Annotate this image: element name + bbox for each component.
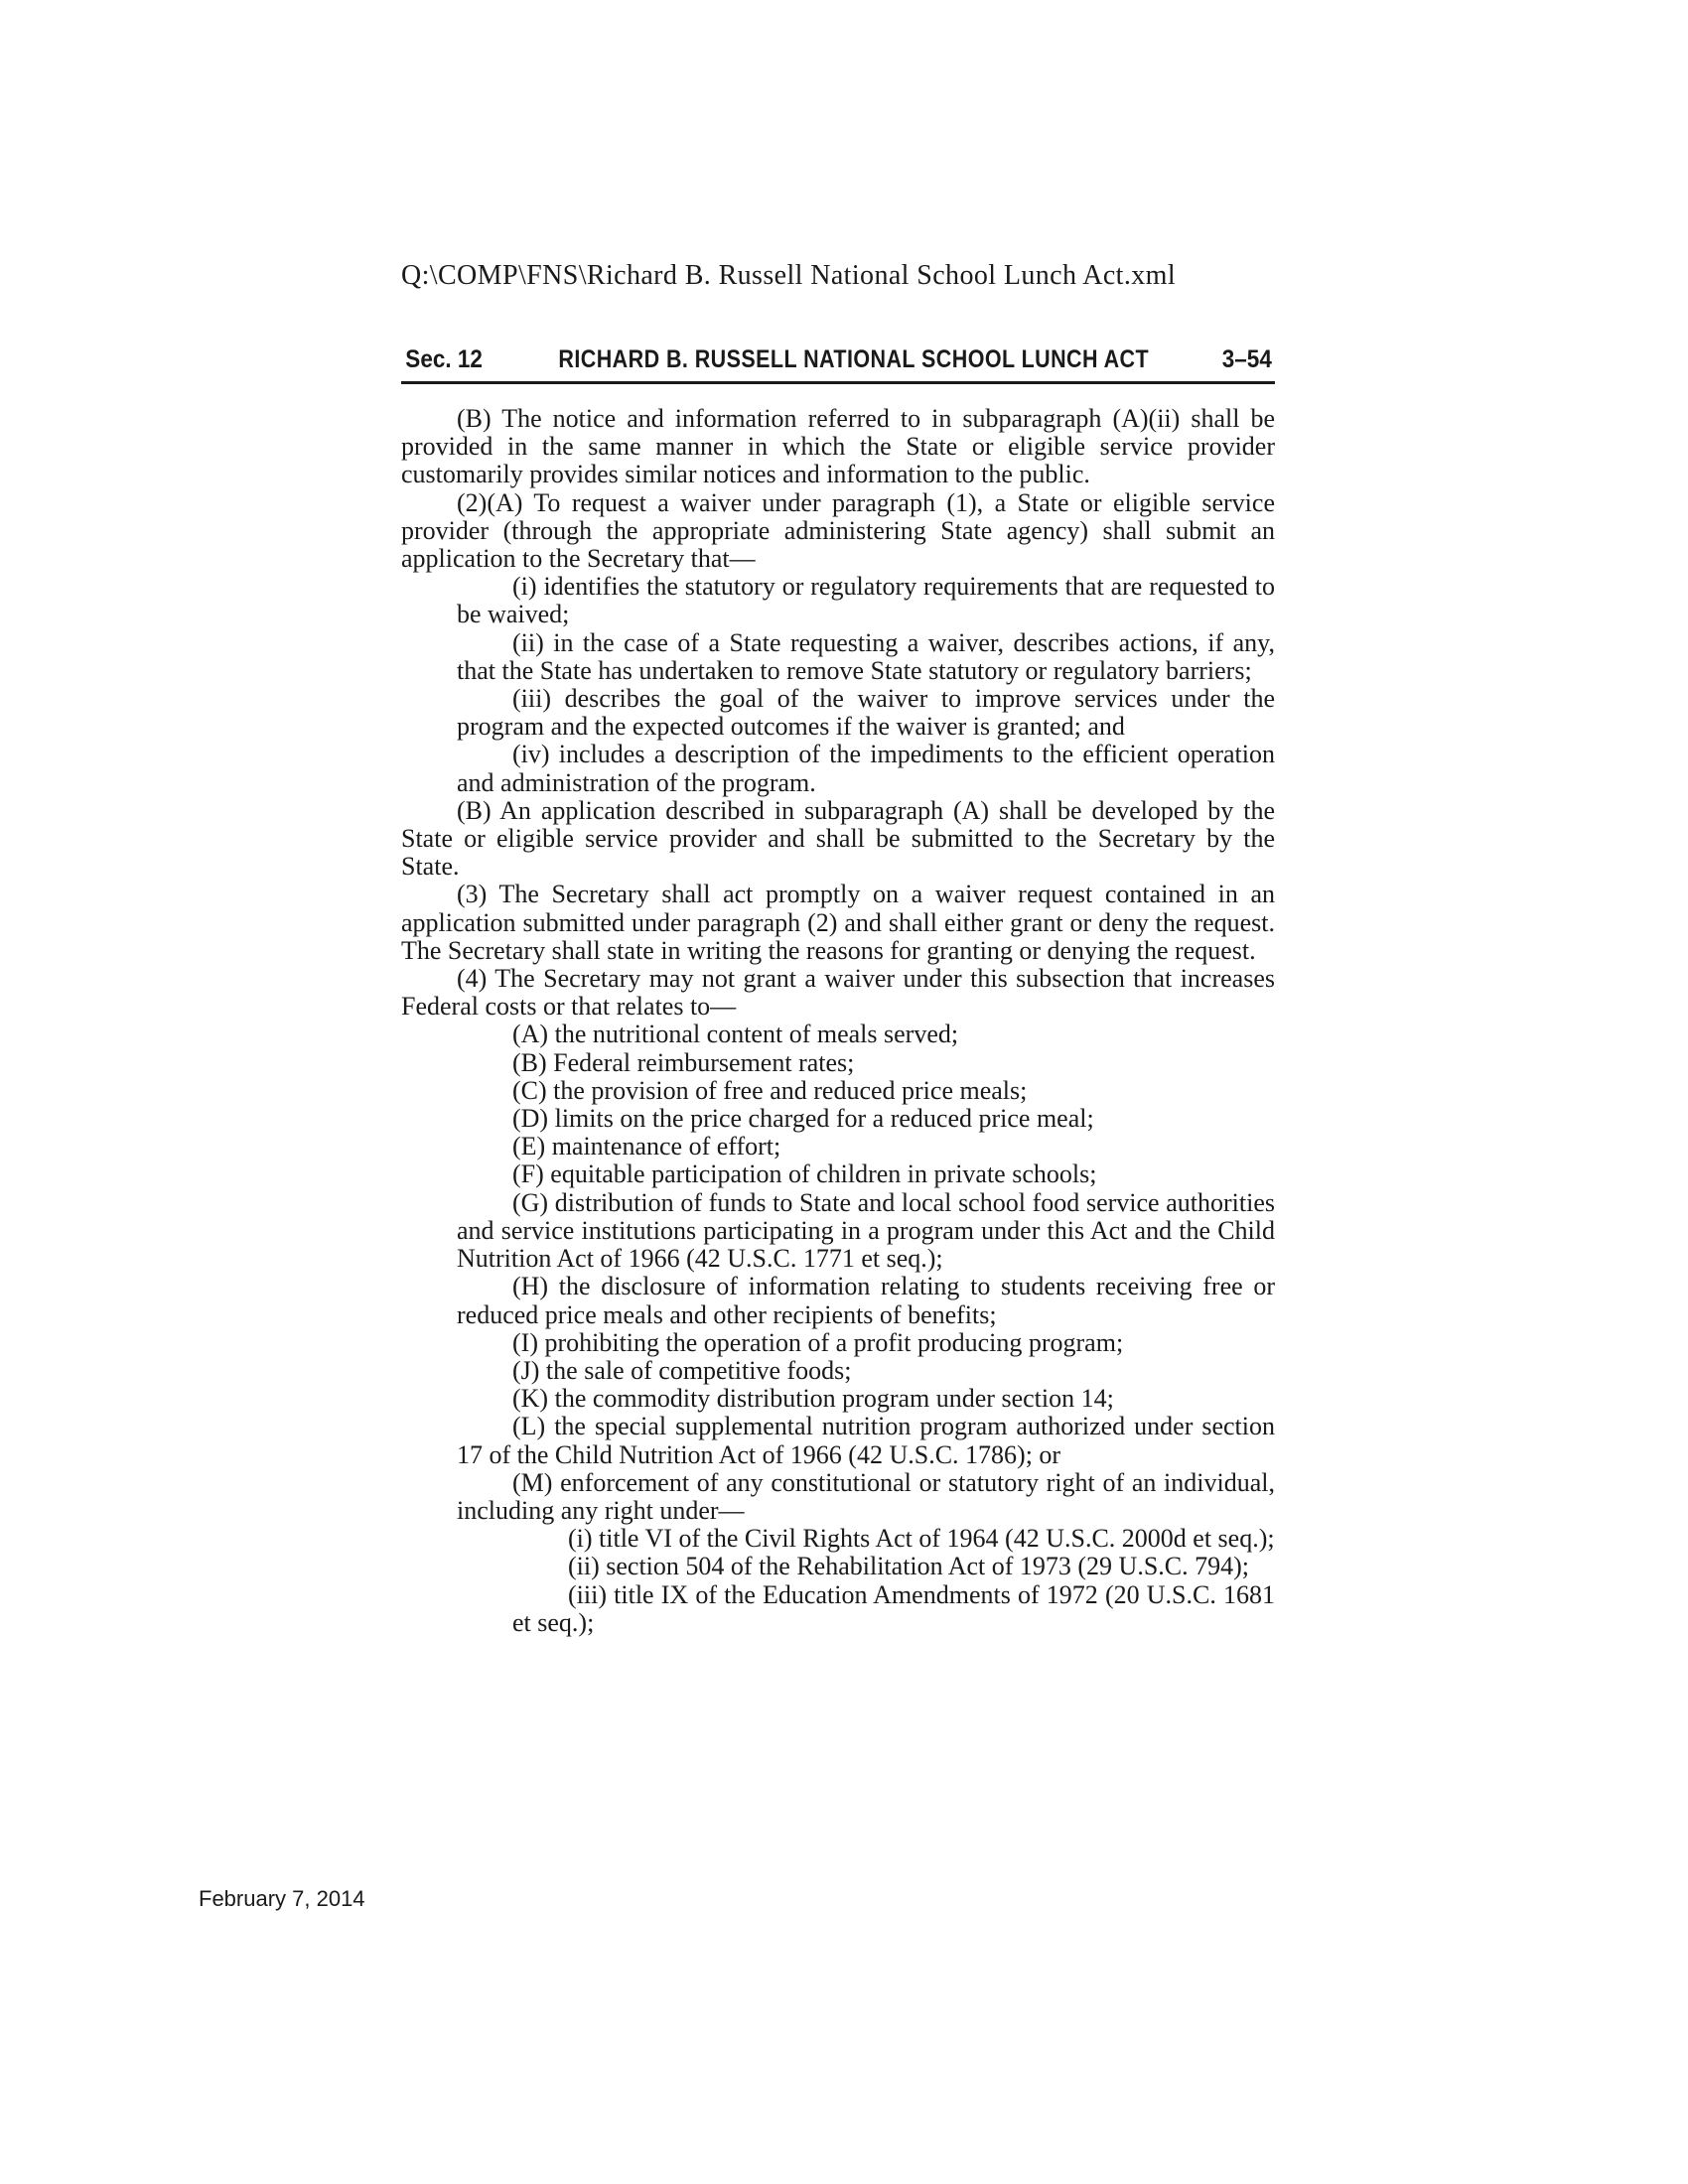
- paragraph: (iv) includes a description of the impediments to the efficient operation and administration of the program.: [457, 740, 1275, 797]
- paragraph: (J) the sale of competitive foods;: [512, 1355, 852, 1385]
- paragraph: (A) the nutritional content of meals served;: [512, 1020, 959, 1049]
- paragraph: (D) limits on the price charged for a reduced price meal;: [512, 1104, 1094, 1134]
- paragraph: (3) The Secretary shall act promptly on a waiver request contained in an application submitted under paragraph (2) and shall either grant or deny the request. The Secretary shall state in writing the reasons for granting or denying the request.: [401, 880, 1275, 965]
- section-number: Sec. 12: [405, 345, 483, 373]
- paragraph: (2)(A) To request a waiver under paragraph (1), a State or eligible service provider (through the appropriate administering State agency) shall submit an application to the Secretary that—: [401, 487, 1275, 574]
- paragraph: (i) identifies the statutory or regulatory requirements that are requested to be waived;: [457, 572, 1275, 629]
- paragraph: (L) the special supplemental nutrition program authorized under section 17 of the Child Nutrition Act of 1966 (42 U.S.C. 1786); or: [457, 1412, 1275, 1469]
- page-number: 3–54: [1222, 345, 1273, 373]
- paragraph: (ii) in the case of a State requesting a waiver, describes actions, if any, that the State has undertaken to remove State statutory or regulatory barriers;: [457, 627, 1275, 685]
- statute-body: [401, 405, 1275, 1637]
- paragraph: (E) maintenance of effort;: [512, 1132, 781, 1161]
- paragraph: (ii) section 504 of the Rehabilitation Act of 1973 (29 U.S.C. 794);: [568, 1552, 1250, 1581]
- paragraph: (I) prohibiting the operation of a profit producing program;: [512, 1327, 1124, 1357]
- paragraph: (M) enforcement of any constitutional or statutory right of an individual, including any right under—: [457, 1467, 1275, 1525]
- paragraph: (H) the disclosure of information relating to students receiving free or reduced price meals and other recipients of benefits;: [457, 1272, 1275, 1329]
- paragraph: (i) title VI of the Civil Rights Act of 1964 (42 U.S.C. 2000d et seq.);: [568, 1524, 1275, 1554]
- running-head: [401, 345, 1275, 384]
- paragraph: (B) Federal reimbursement rates;: [512, 1047, 855, 1077]
- paragraph: (G) distribution of funds to State and local school food service authorities and service institutions participating in a program under this Act and the Child Nutrition Act of 1966 (42 U.S.C. 1771 et seq.);: [457, 1187, 1275, 1274]
- paragraph: (K) the commodity distribution program under section 14;: [512, 1384, 1114, 1414]
- paragraph: (C) the provision of free and reduced price meals;: [512, 1075, 1028, 1105]
- paragraph: (4) The Secretary may not grant a waiver under this subsection that increases Federal costs or that relates to—: [401, 964, 1275, 1022]
- footer-date: February 7, 2014: [199, 1886, 365, 1911]
- act-title: RICHARD B. RUSSELL NATIONAL SCHOOL LUNCH ACT: [557, 345, 1149, 373]
- paragraph: (iii) title IX of the Education Amendments of 1972 (20 U.S.C. 1681 et seq.);: [512, 1579, 1275, 1637]
- paragraph: (B) An application described in subparagraph (A) shall be developed by the State or eligible service provider and shall be submitted to the Secretary by the State.: [401, 795, 1275, 882]
- paragraph: (B) The notice and information referred to in subparagraph (A)(ii) shall be provided in the same manner in which the State or eligible service provider customarily provides similar notices and information to the public.: [401, 404, 1275, 489]
- paragraph: (iii) describes the goal of the waiver to improve services under the program and the expected outcomes if the waiver is granted; and: [457, 684, 1275, 742]
- file-path-header: Q:\COMP\FNS\Richard B. Russell National School Lunch Act.xml: [401, 260, 1176, 291]
- paragraph: (F) equitable participation of children in private schools;: [512, 1160, 1097, 1189]
